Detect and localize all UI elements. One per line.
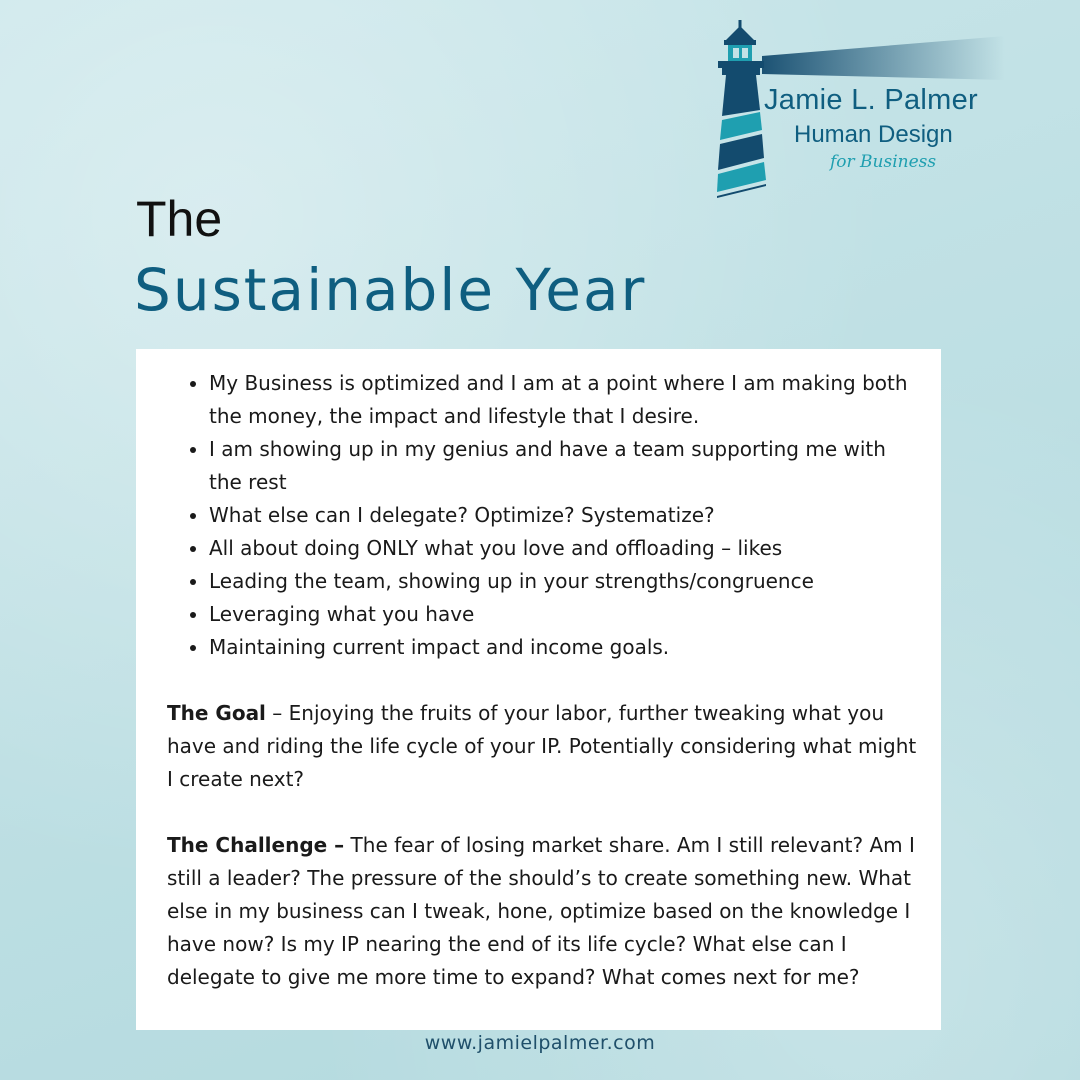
challenge-paragraph bbox=[167, 829, 921, 994]
logo-script-text: for Business bbox=[830, 152, 937, 172]
bullet-list bbox=[167, 367, 921, 664]
title-prefix: The bbox=[136, 191, 223, 247]
list-item: • What else can I delegate? Optimize? Systematize? bbox=[209, 499, 921, 532]
goal-text: – Enjoying the fruits of your labor, further tweaking what you have and riding the life cycle of your IP. Potentially considering what might I create next? bbox=[167, 701, 917, 791]
list-item: • My Business is optimized and I am at a point where I am making both the money, the impact and lifestyle that I desire. bbox=[209, 367, 921, 433]
challenge-text: The fear of losing market share. Am I still relevant? Am I still a leader? The pressure of the should’s to create something new. What else in my business can I tweak, hone, optimize based on the knowledge I have now? Is my IP nearing the end of its life cycle? What else can I delegate to give me more time to expand? What comes next for me? bbox=[167, 833, 915, 989]
logo-name: Jamie L. Palmer bbox=[764, 84, 979, 116]
goal-label: The Goal bbox=[167, 701, 266, 725]
page-title: Sustainable Year bbox=[134, 256, 647, 324]
list-item: • Leading the team, showing up in your strengths/congruence bbox=[209, 565, 921, 598]
logo-tagline: Human Design bbox=[794, 121, 953, 148]
content-card bbox=[136, 349, 941, 1030]
brand-logo bbox=[700, 18, 1040, 200]
list-item: • I am showing up in my genius and have a team supporting me with the rest bbox=[209, 433, 921, 499]
website-link[interactable]: www.jamielpalmer.com bbox=[424, 1032, 656, 1054]
list-item: • All about doing ONLY what you love and offloading – likes bbox=[209, 532, 921, 565]
goal-paragraph bbox=[167, 697, 921, 796]
list-item: • Leveraging what you have bbox=[209, 598, 921, 631]
challenge-label: The Challenge – bbox=[167, 833, 345, 857]
list-item: • Maintaining current impact and income goals. bbox=[209, 631, 921, 664]
